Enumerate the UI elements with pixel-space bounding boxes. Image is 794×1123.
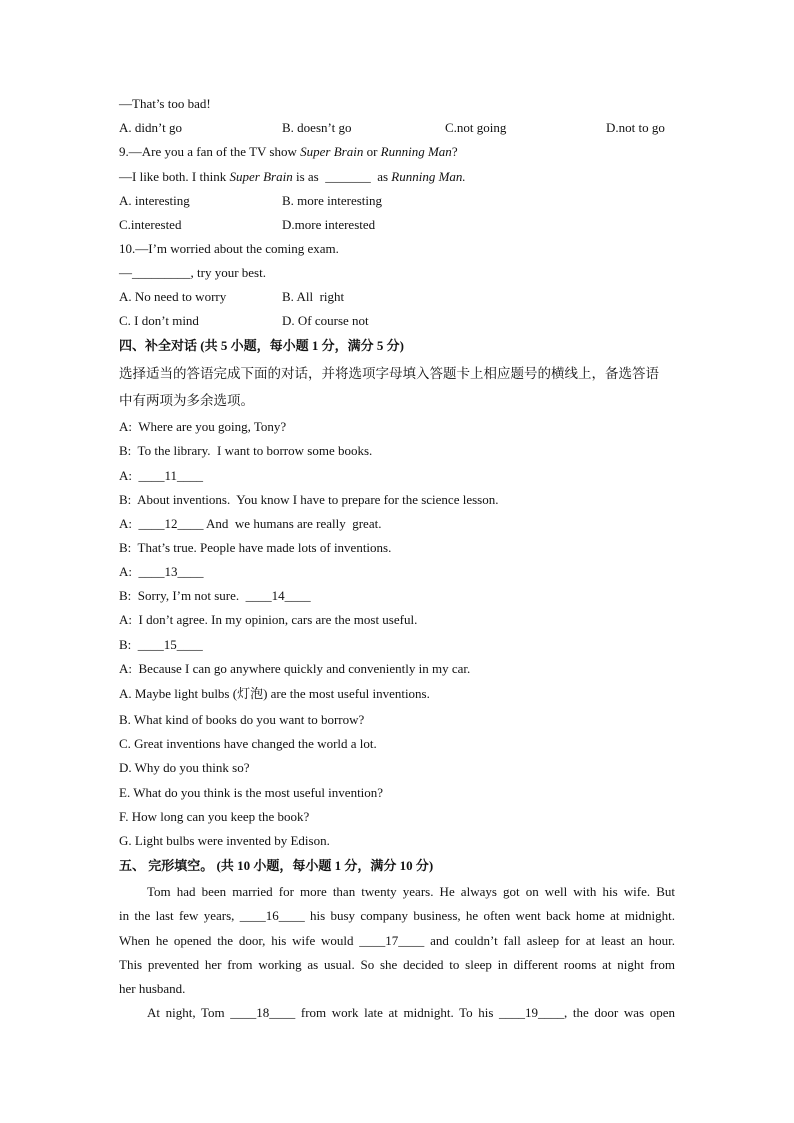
section4-instruction-line2: 中有两项为多余选项。 (119, 393, 254, 408)
q10-question: 10.—I’m worried about the coming exam. (119, 241, 339, 256)
cloze-paragraph-line: her husband. (119, 981, 186, 996)
q8-reply: —That’s too bad! (119, 96, 211, 111)
q9-question-mid: or (363, 144, 381, 159)
section4-instruction-line1: 选择适当的答语完成下面的对话，并将选项字母填入答题卡上相应题号的横线上，备选答语 (119, 366, 659, 381)
q8-option-c[interactable]: C.not going (445, 120, 507, 135)
q8-option-b[interactable]: B. doesn’t go (282, 120, 352, 135)
q9-answer-mid: is as _______ as (292, 169, 392, 184)
q9-show1: Super Brain (300, 144, 364, 159)
q9-option-d[interactable]: D.more interested (282, 217, 376, 232)
q9-answer (119, 168, 466, 186)
choice-d: D. Why do you think so? (119, 760, 250, 775)
q10-reply: —_________, try your best. (119, 265, 266, 280)
cloze-paragraph-line: This prevented her from working as usual. So she decided to sleep in different rooms at night from (119, 957, 675, 972)
choice-c: C. Great inventions have changed the world a lot. (119, 736, 377, 751)
q9-option-c[interactable]: C.interested (119, 217, 182, 232)
q9-question (119, 143, 458, 161)
q9-answer-show1: Super Brain (229, 169, 293, 184)
q9-option-a[interactable]: A. interesting (119, 193, 190, 208)
section4-heading: 四、补全对话 (共 5 小题，每小题 1 分，满分 5 分) (119, 338, 404, 353)
choice-e: E. What do you think is the most useful invention? (119, 785, 384, 800)
q9-question-suffix: ? (451, 144, 458, 159)
dialogue-line: B: That’s true. People have made lots of inventions. (119, 540, 392, 555)
dialogue-line: B: To the library. I want to borrow some books. (119, 443, 373, 458)
dialogue-line: A: Where are you going, Tony? (119, 419, 287, 434)
q10-option-d[interactable]: D. Of course not (282, 313, 369, 328)
dialogue-line: A: Because I can go anywhere quickly and conveniently in my car. (119, 661, 471, 676)
cloze-paragraph-line: Tom had been married for more than twenty years. He always got on well with his wife. But (147, 884, 675, 899)
dialogue-line: B: About inventions. You know I have to prepare for the science lesson. (119, 492, 499, 507)
q10-option-c[interactable]: C. I don’t mind (119, 313, 199, 328)
cloze-paragraph2-line-blanks-18-19: At night, Tom ____18____ from work late at midnight. To his ____19____, the door was open (147, 1005, 675, 1020)
q10-option-b[interactable]: B. All right (282, 289, 345, 304)
dialogue-line-blank-14[interactable]: B: Sorry, I’m not sure. ____14____ (119, 588, 311, 603)
dialogue-line-blank-13[interactable]: A: ____13____ (119, 564, 204, 579)
q8-option-a[interactable]: A. didn’t go (119, 120, 182, 135)
cloze-paragraph-line-blank-17: When he opened the door, his wife would ____17____ and couldn’t fall asleep for at least an hour. (119, 933, 675, 948)
q9-option-b[interactable]: B. more interesting (282, 193, 383, 208)
choice-f: F. How long can you keep the book? (119, 809, 310, 824)
choice-b: B. What kind of books do you want to borrow? (119, 712, 365, 727)
q10-option-a[interactable]: A. No need to worry (119, 289, 227, 304)
cloze-paragraph-line-blank-16: in the last few years, ____16____ his busy company business, he often went back home at midnight. (119, 908, 675, 923)
section5-heading: 五、 完形填空。 (共 10 小题，每小题 1 分，满分 10 分) (119, 858, 434, 873)
q9-question-prefix: 9.—Are you a fan of the TV show (119, 144, 301, 159)
dialogue-line-blank-15[interactable]: B: ____15____ (119, 637, 203, 652)
dialogue-line-blank-11[interactable]: A: ____11____ (119, 468, 204, 483)
q9-show2: Running Man (380, 144, 452, 159)
dialogue-line-blank-12[interactable]: A: ____12____ And we humans are really great. (119, 516, 382, 531)
dialogue-line: A: I don’t agree. In my opinion, cars are the most useful. (119, 612, 418, 627)
q9-answer-show2: Running Man. (391, 169, 466, 184)
q8-option-d[interactable]: D.not to go (606, 120, 665, 135)
choice-a: A. Maybe light bulbs (灯泡) are the most useful inventions. (119, 686, 430, 701)
q9-answer-prefix: —I like both. I think (119, 169, 230, 184)
choice-g: G. Light bulbs were invented by Edison. (119, 833, 330, 848)
